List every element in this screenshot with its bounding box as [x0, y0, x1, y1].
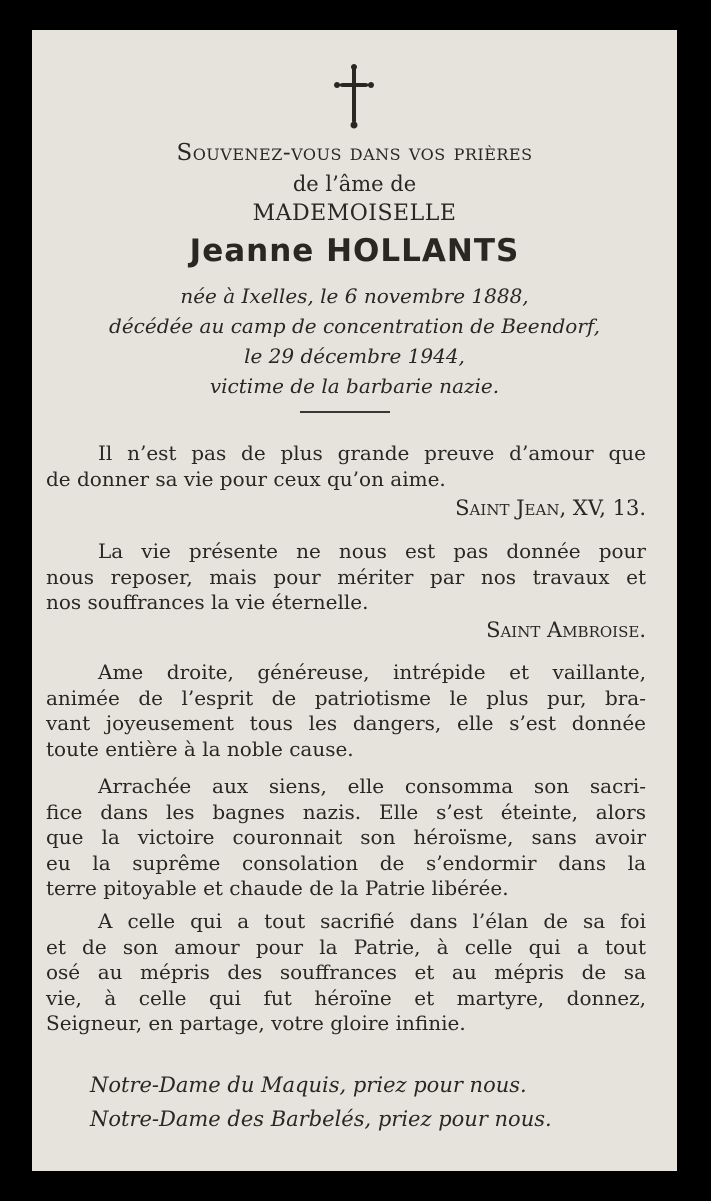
cross-icon: [334, 63, 374, 129]
quote-2-attribution: Saint Ambroise.: [486, 618, 646, 642]
paragraph-1: [46, 660, 646, 762]
memorial-card: [32, 30, 677, 1171]
paragraph-line: fice dans les bagnes nazis. Elle s’est éteinte, alors: [46, 799, 646, 824]
paragraph-line: et de son amour pour la Patrie, à celle qui a tout: [46, 934, 646, 959]
divider: [300, 411, 390, 413]
header-line-2: de l’âme de: [292, 172, 417, 196]
paragraph-line: toute entière à la noble cause.: [46, 736, 354, 761]
death-place-line: décédée au camp de concentration de Beendorf,: [109, 314, 600, 338]
prayer-line-2: Notre-Dame des Barbelés, priez pour nous.: [90, 1107, 552, 1131]
quote-2-line: nos souffrances la vie éternelle.: [46, 590, 369, 614]
paragraph-3: [46, 909, 646, 1037]
quote-1-line: Il n’est pas de plus grande preuve d’amour que: [98, 441, 646, 465]
paragraph-line: vie, à celle qui fut héroïne et martyre, donnez,: [46, 985, 646, 1010]
prayer-line-1: Notre-Dame du Maquis, priez pour nous.: [90, 1073, 527, 1097]
paragraph-line: eu la suprême consolation de s’endormir dans la: [46, 850, 646, 875]
birth-line: née à Ixelles, le 6 novembre 1888,: [180, 284, 529, 308]
quote-1-attribution: Saint Jean, XV, 13.: [455, 496, 646, 520]
paragraph-2: [46, 774, 646, 902]
victim-line: victime de la barbarie nazie.: [209, 374, 500, 398]
paragraph-line: osé au mépris des souffrances et au mépris de sa: [46, 960, 646, 984]
quote-2-line: nous reposer, mais pour mériter par nos travaux et: [46, 564, 646, 589]
quote-2: [46, 539, 646, 616]
paragraph-line: Arrachée aux siens, elle consomma son sacri-: [98, 774, 646, 798]
paragraph-line: Seigneur, en partage, votre gloire infinie.: [46, 1011, 466, 1035]
quote-1-line: de donner sa vie pour ceux qu’on aime.: [46, 466, 446, 491]
deceased-name: Jeanne HOLLANTS: [189, 233, 520, 269]
paragraph-line: vant joyeusement tous les dangers, elle s’est donnée: [46, 711, 646, 735]
paragraph-line: A celle qui a tout sacrifié dans l’élan de sa foi: [98, 909, 646, 933]
header-line-1: Souvenez-vous dans vos prières: [176, 140, 533, 166]
death-date-line: le 29 décembre 1944,: [244, 344, 465, 368]
header-title: MADEMOISELLE: [252, 201, 457, 226]
paragraph-line: que la victoire couronnait son héroïsme, sans avoir: [46, 825, 646, 849]
quote-1: [46, 441, 646, 492]
quote-2-line: La vie présente ne nous est pas donnée pour: [98, 539, 646, 563]
paragraph-line: animée de l’esprit de patriotisme le plus pur, bra-: [46, 685, 646, 710]
paragraph-line: Ame droite, généreuse, intrépide et vaillante,: [98, 660, 646, 684]
paragraph-line: terre pitoyable et chaude de la Patrie libérée.: [46, 876, 509, 900]
